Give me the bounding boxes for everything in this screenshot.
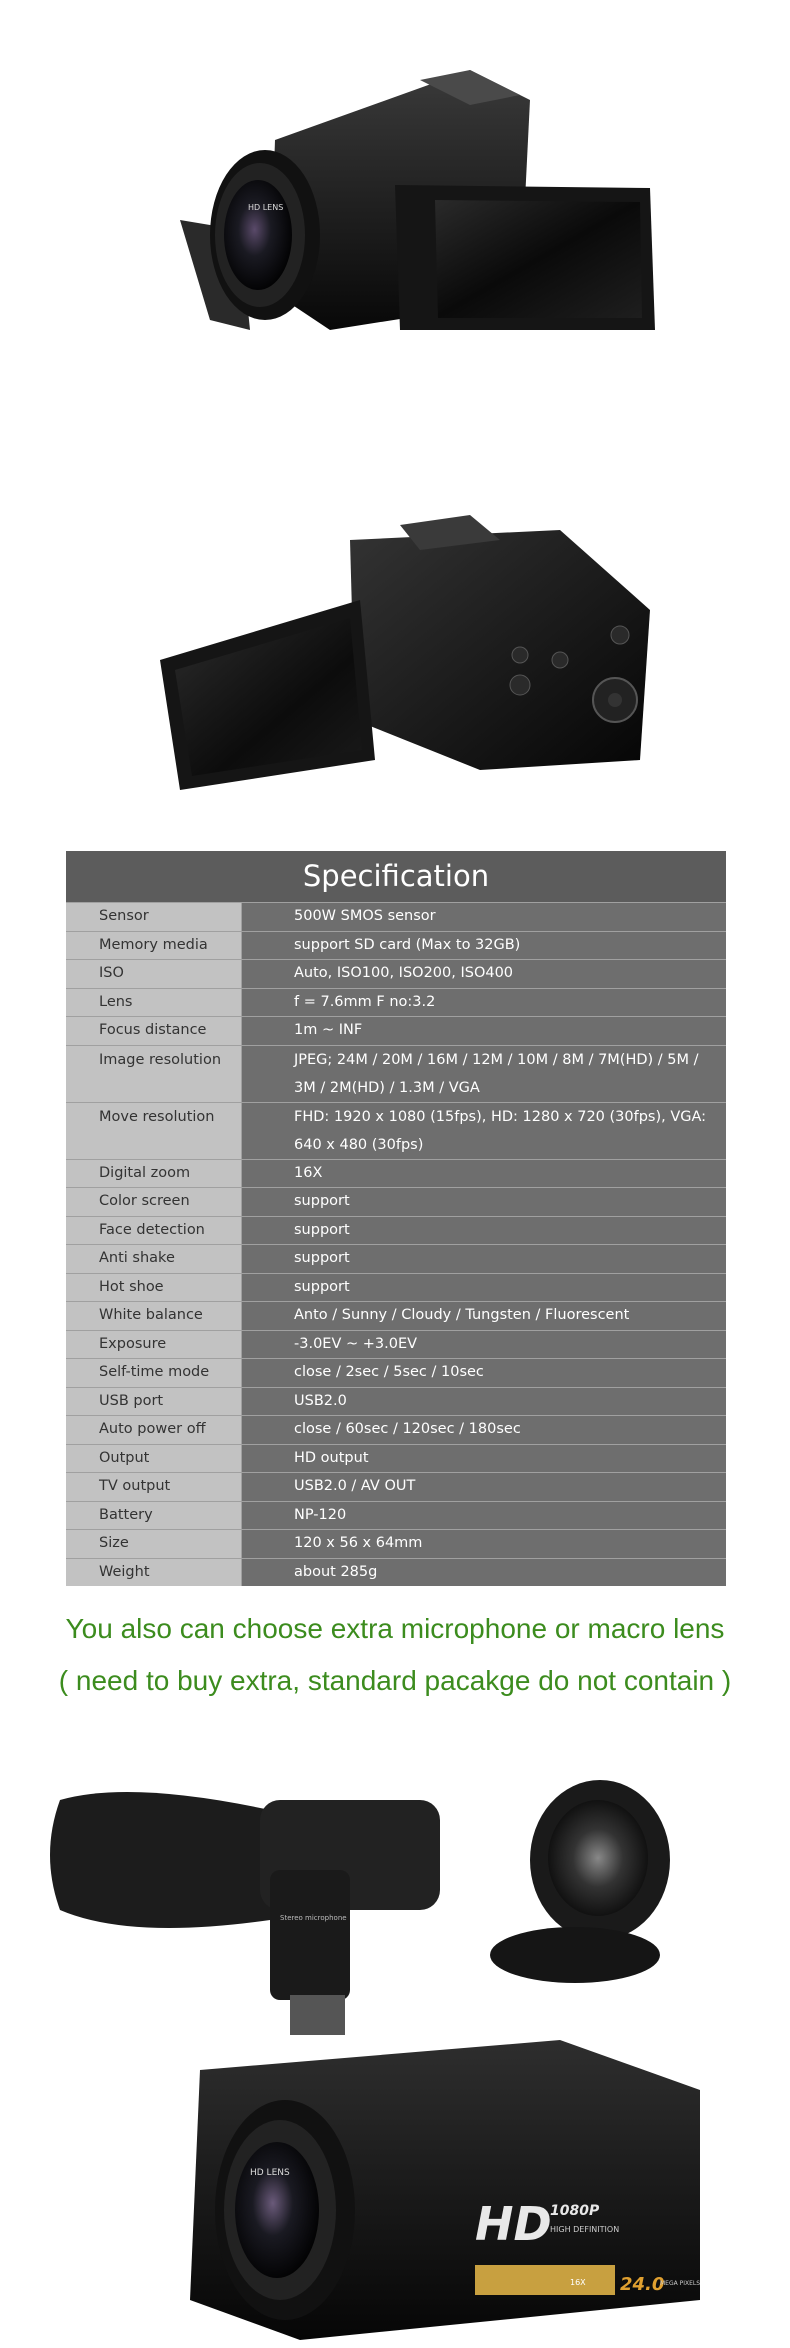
spec-row: [66, 931, 726, 960]
spec-value: FHD: 1920 x 1080 (15fps), HD: 1280 x 720 (30fps), VGA: 640 x 480 (30fps): [241, 1103, 726, 1159]
spec-row: [66, 1045, 726, 1102]
spec-key: Size: [66, 1530, 241, 1558]
spec-value: Auto, ISO100, ISO200, ISO400: [241, 960, 726, 988]
spec-key: USB port: [66, 1388, 241, 1416]
spec-value: HD output: [241, 1445, 726, 1473]
spec-row: [66, 1216, 726, 1245]
spec-key: White balance: [66, 1302, 241, 1330]
spec-row: [66, 1102, 726, 1159]
spec-row: [66, 902, 726, 931]
spec-key: Sensor: [66, 903, 241, 931]
spec-key: Memory media: [66, 932, 241, 960]
camcorder-accessories-photo: [0, 1740, 790, 2348]
spec-value: 120 x 56 x 64mm: [241, 1530, 726, 1558]
spec-key: Color screen: [66, 1188, 241, 1216]
spec-row: [66, 959, 726, 988]
spec-value: 16X: [241, 1160, 726, 1188]
spec-row: [66, 1472, 726, 1501]
spec-value: close / 2sec / 5sec / 10sec: [241, 1359, 726, 1387]
spec-key: Exposure: [66, 1331, 241, 1359]
spec-value: -3.0EV ~ +3.0EV: [241, 1331, 726, 1359]
spec-value: 1m ~ INF: [241, 1017, 726, 1045]
spec-key: Focus distance: [66, 1017, 241, 1045]
camcorder-rear-photo: [0, 460, 790, 820]
spec-row: [66, 1387, 726, 1416]
resolution-label: 1080P: [550, 2203, 600, 2219]
spec-key: Weight: [66, 1559, 241, 1587]
spec-value: support SD card (Max to 32GB): [241, 932, 726, 960]
spec-key: Auto power off: [66, 1416, 241, 1444]
spec-value: support: [241, 1217, 726, 1245]
spec-key: Image resolution: [66, 1046, 241, 1102]
definition-label: HIGH DEFINITION: [550, 2225, 620, 2234]
spec-row: [66, 1501, 726, 1530]
accessory-disclaimer: ( need to buy extra, standard pacakge do not contain ): [58, 1665, 732, 1696]
spec-key: Hot shoe: [66, 1274, 241, 1302]
lens-label: HD LENS: [248, 203, 284, 212]
spec-row: [66, 1016, 726, 1045]
megapixel-value: 24.0: [620, 2274, 665, 2295]
spec-value: NP-120: [241, 1502, 726, 1530]
spec-row: [66, 1358, 726, 1387]
megapixel-label: MEGA PIXELS: [660, 2280, 701, 2287]
spec-row: [66, 1301, 726, 1330]
spec-key: Self-time mode: [66, 1359, 241, 1387]
mic-label: Stereo microphone: [280, 1914, 347, 1922]
spec-key: Battery: [66, 1502, 241, 1530]
spec-key: Output: [66, 1445, 241, 1473]
spec-value: USB2.0: [241, 1388, 726, 1416]
spec-value: f = 7.6mm F no:3.2: [241, 989, 726, 1017]
spec-key: Face detection: [66, 1217, 241, 1245]
specification-title: Specification: [66, 851, 726, 902]
spec-row: [66, 1330, 726, 1359]
spec-row: [66, 1159, 726, 1188]
spec-key: Lens: [66, 989, 241, 1017]
camcorder-front-photo: [0, 0, 790, 410]
lens-label: HD LENS: [250, 2168, 290, 2178]
spec-row: [66, 1444, 726, 1473]
spec-key: ISO: [66, 960, 241, 988]
spec-value: 500W SMOS sensor: [241, 903, 726, 931]
spec-value: USB2.0 / AV OUT: [241, 1473, 726, 1501]
spec-row: [66, 1558, 726, 1587]
spec-key: Anti shake: [66, 1245, 241, 1273]
spec-value: close / 60sec / 120sec / 180sec: [241, 1416, 726, 1444]
spec-value: JPEG; 24M / 20M / 16M / 12M / 10M / 8M / 7M(HD) / 5M / 3M / 2M(HD) / 1.3M / VGA: [241, 1046, 726, 1102]
spec-key: TV output: [66, 1473, 241, 1501]
spec-value: support: [241, 1274, 726, 1302]
spec-row: [66, 988, 726, 1017]
accessory-note: You also can choose extra microphone or macro lens: [65, 1613, 725, 1644]
spec-key: Move resolution: [66, 1103, 241, 1159]
spec-value: support: [241, 1245, 726, 1273]
spec-value: Anto / Sunny / Cloudy / Tungsten / Fluorescent: [241, 1302, 726, 1330]
spec-row: [66, 1529, 726, 1558]
spec-key: Digital zoom: [66, 1160, 241, 1188]
spec-row: [66, 1244, 726, 1273]
zoom-label: 16X: [570, 2278, 586, 2287]
spec-value: support: [241, 1188, 726, 1216]
specification-table: [66, 851, 726, 1586]
hd-logo: HD: [475, 2197, 552, 2251]
spec-row: [66, 1187, 726, 1216]
spec-value: about 285g: [241, 1559, 726, 1587]
spec-row: [66, 1415, 726, 1444]
spec-row: [66, 1273, 726, 1302]
